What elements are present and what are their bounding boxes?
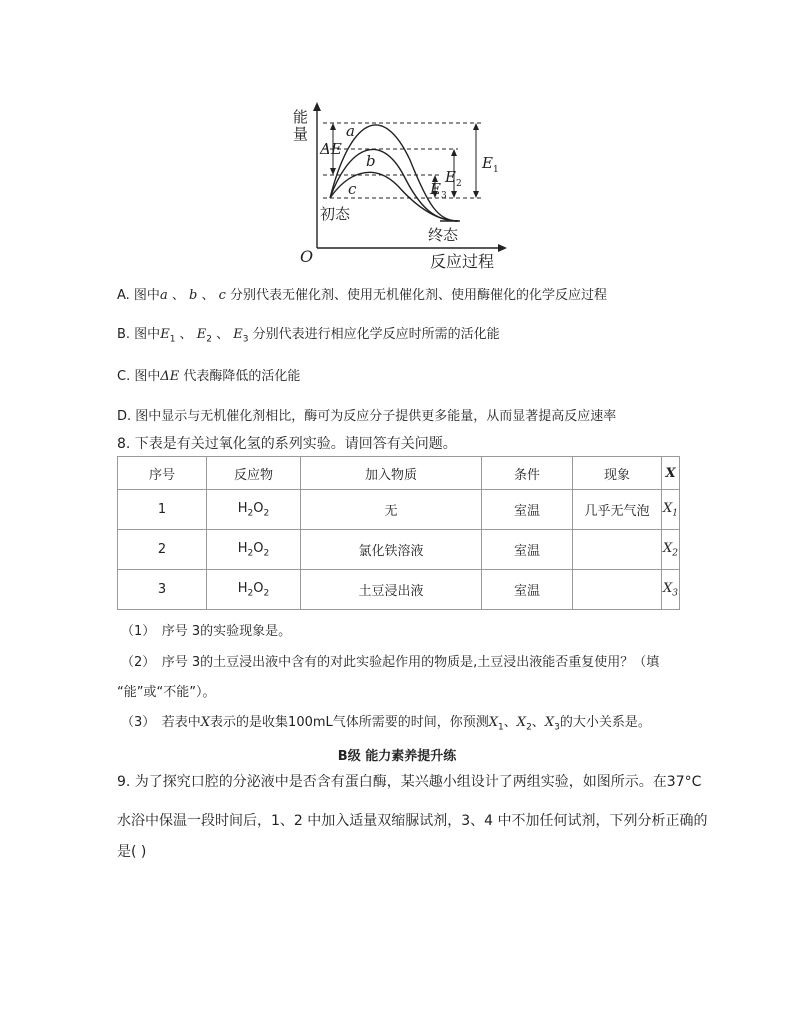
e2-arrow-head-bottom xyxy=(451,191,457,198)
q8-sub3-x1: X xyxy=(488,715,499,730)
q8-sub3-end: 的大小关系是。 xyxy=(559,715,651,730)
x-sub: 1 xyxy=(672,508,678,519)
e3-label: E xyxy=(430,180,441,198)
cell-x xyxy=(662,490,680,530)
q8-sub1: （1） 序号 3的实验现象是。 xyxy=(121,624,292,639)
option-a-var-b: b xyxy=(188,288,198,303)
x-var: X xyxy=(663,580,673,596)
option-b-sep2: 、 xyxy=(211,327,230,342)
delta-e-arrow-head-bottom xyxy=(330,168,336,175)
cell-x xyxy=(662,530,680,570)
e1-arrow-head-bottom xyxy=(473,191,479,198)
option-c-prefix: C. 图中 xyxy=(117,369,161,384)
y-axis-label-1: 能 xyxy=(293,108,309,126)
option-a-rest: 分别代表无催化剂、使用无机催化剂、使用酶催化的化学反应过程 xyxy=(225,288,608,303)
cell-added: 土豆浸出液 xyxy=(301,570,482,610)
table-row xyxy=(118,570,680,610)
reactant-o: O xyxy=(253,500,264,516)
option-b-e2: E xyxy=(196,327,207,342)
x-sub: 2 xyxy=(672,548,678,559)
cell-condition: 室温 xyxy=(482,570,573,610)
q8-sub3-x2: X xyxy=(516,715,527,730)
cell-added: 无 xyxy=(301,490,482,530)
option-b-prefix: B. 图中 xyxy=(117,327,161,342)
initial-state-label: 初态 xyxy=(320,205,351,223)
e1-sub-label: 1 xyxy=(493,165,499,175)
delta-e-label: ΔE xyxy=(320,140,342,158)
final-state-label: 终态 xyxy=(428,226,459,244)
reactant-sub1: 2 xyxy=(247,548,254,559)
option-b-sep1: 、 xyxy=(175,327,193,342)
e3-sub-label: 3 xyxy=(441,191,447,201)
reactant-h: H xyxy=(237,580,248,596)
section-b-title: B级 能力素养提升练 xyxy=(337,749,457,764)
header-reactant: 反应物 xyxy=(207,457,301,490)
e1-label: E xyxy=(482,154,493,172)
q8-sub3-mid: 表示的是收集100mL气体所需要的时间，你预测 xyxy=(210,715,489,730)
table-header-row xyxy=(118,457,680,490)
q8-sub3-x: X xyxy=(200,715,211,730)
header-no: 序号 xyxy=(118,457,207,490)
reactant-sub2: 2 xyxy=(263,548,270,559)
x-var: X xyxy=(663,540,673,556)
header-condition: 条件 xyxy=(482,457,573,490)
option-b-e2-sub: 2 xyxy=(206,334,212,345)
option-b xyxy=(117,323,500,345)
option-b-e3-sub: 3 xyxy=(242,334,249,345)
header-added: 加入物质 xyxy=(301,457,482,490)
cell-condition: 室温 xyxy=(482,530,573,570)
q8-sub3-x3: X xyxy=(544,715,555,730)
q9-line2: 水浴中保温一段时间后，1、2 中加入适量双缩脲试剂，3、4 中不加任何试剂，下列分析正确的 xyxy=(117,813,708,829)
reactant-sub2: 2 xyxy=(263,508,270,519)
reactant-h: H xyxy=(237,500,248,516)
curve-a-label: a xyxy=(346,122,355,140)
header-x: X xyxy=(662,457,680,490)
curve-b-label: b xyxy=(366,152,376,170)
q8-sub2-line2: “能”或“不能”）。 xyxy=(117,685,216,700)
origin-label: O xyxy=(300,247,314,266)
q8-sub3-x2-sub: 2 xyxy=(526,722,532,733)
e2-arrow-head-top xyxy=(451,149,457,156)
q8-sub3-x1-sub: 1 xyxy=(498,722,504,733)
y-axis-label-2: 量 xyxy=(293,125,309,143)
option-a-sep1: 、 xyxy=(167,288,185,303)
reactant-sub2: 2 xyxy=(263,588,270,599)
option-c-rest: 代表酶降低的活化能 xyxy=(179,369,301,384)
q8-sub2-line1: （2） 序号 3的土豆浸出液中含有的对此实验起作用的物质是,土豆浸出液能否重复使用？（填 xyxy=(121,655,660,670)
e2-sub-label: 2 xyxy=(456,179,462,189)
reactant-o: O xyxy=(253,580,264,596)
x-sub: 3 xyxy=(672,588,678,599)
option-a xyxy=(117,284,607,303)
table-row xyxy=(118,530,680,570)
energy-diagram xyxy=(290,100,510,272)
reactant-h: H xyxy=(237,540,248,556)
q8-sub3-x3-sub: 3 xyxy=(554,722,560,733)
table-row xyxy=(118,490,680,530)
q9-line1: 9. 为了探究口腔的分泌液中是否含有蛋白酶，某兴趣小组设计了两组实验，如图所示。在37°C xyxy=(117,774,702,790)
reactant-sub1: 2 xyxy=(247,588,254,599)
option-a-var-a: a xyxy=(159,288,168,303)
cell-phenomenon xyxy=(573,570,662,610)
option-c-delta: ΔE xyxy=(160,369,180,384)
experiment-table xyxy=(117,456,680,610)
cell-reactant xyxy=(207,570,301,610)
option-a-sep2: 、 xyxy=(197,288,215,303)
x-axis-arrow xyxy=(498,244,507,252)
q8-title: 8. 下表是有关过氧化氢的系列实验。请回答有关问题。 xyxy=(117,436,457,452)
e1-arrow-head-top xyxy=(473,123,479,130)
cell-phenomenon: 几乎无气泡 xyxy=(573,490,662,530)
q8-sub3-pre: （3） 若表中 xyxy=(121,715,201,730)
cell-condition: 室温 xyxy=(482,490,573,530)
option-d: D. 图中显示与无机催化剂相比，酶可为反应分子提供更多能量，从而显著提高反应速率 xyxy=(117,409,617,424)
cell-x xyxy=(662,570,680,610)
cell-reactant xyxy=(207,490,301,530)
option-b-e1: E xyxy=(160,327,170,342)
option-b-e3: E xyxy=(233,327,243,342)
x-var: X xyxy=(663,500,673,516)
cell-no: 3 xyxy=(118,570,207,610)
option-c xyxy=(117,365,300,384)
option-a-var-c: c xyxy=(218,288,226,303)
e2-label: E xyxy=(445,168,456,186)
cell-phenomenon xyxy=(573,530,662,570)
delta-e-arrow-head-top xyxy=(330,123,336,130)
header-phenomenon: 现象 xyxy=(573,457,662,490)
q9-line3: 是( ) xyxy=(117,844,147,860)
cell-reactant xyxy=(207,530,301,570)
x-axis-label: 反应过程 xyxy=(430,252,495,271)
cell-no: 2 xyxy=(118,530,207,570)
cell-added: 氯化铁溶液 xyxy=(301,530,482,570)
q8-sub3-c1: 、 xyxy=(503,715,517,730)
option-b-e1-sub: 1 xyxy=(169,334,176,345)
q8-sub3 xyxy=(121,711,651,733)
y-axis-arrow xyxy=(313,102,321,111)
reactant-sub1: 2 xyxy=(247,508,254,519)
option-a-prefix: A. 图中 xyxy=(117,288,160,303)
curve-c-label: c xyxy=(348,180,357,198)
reactant-o: O xyxy=(253,540,264,556)
option-b-rest: 分别代表进行相应化学反应时所需的活化能 xyxy=(248,327,500,342)
q8-sub3-c2: 、 xyxy=(531,715,545,730)
cell-no: 1 xyxy=(118,490,207,530)
